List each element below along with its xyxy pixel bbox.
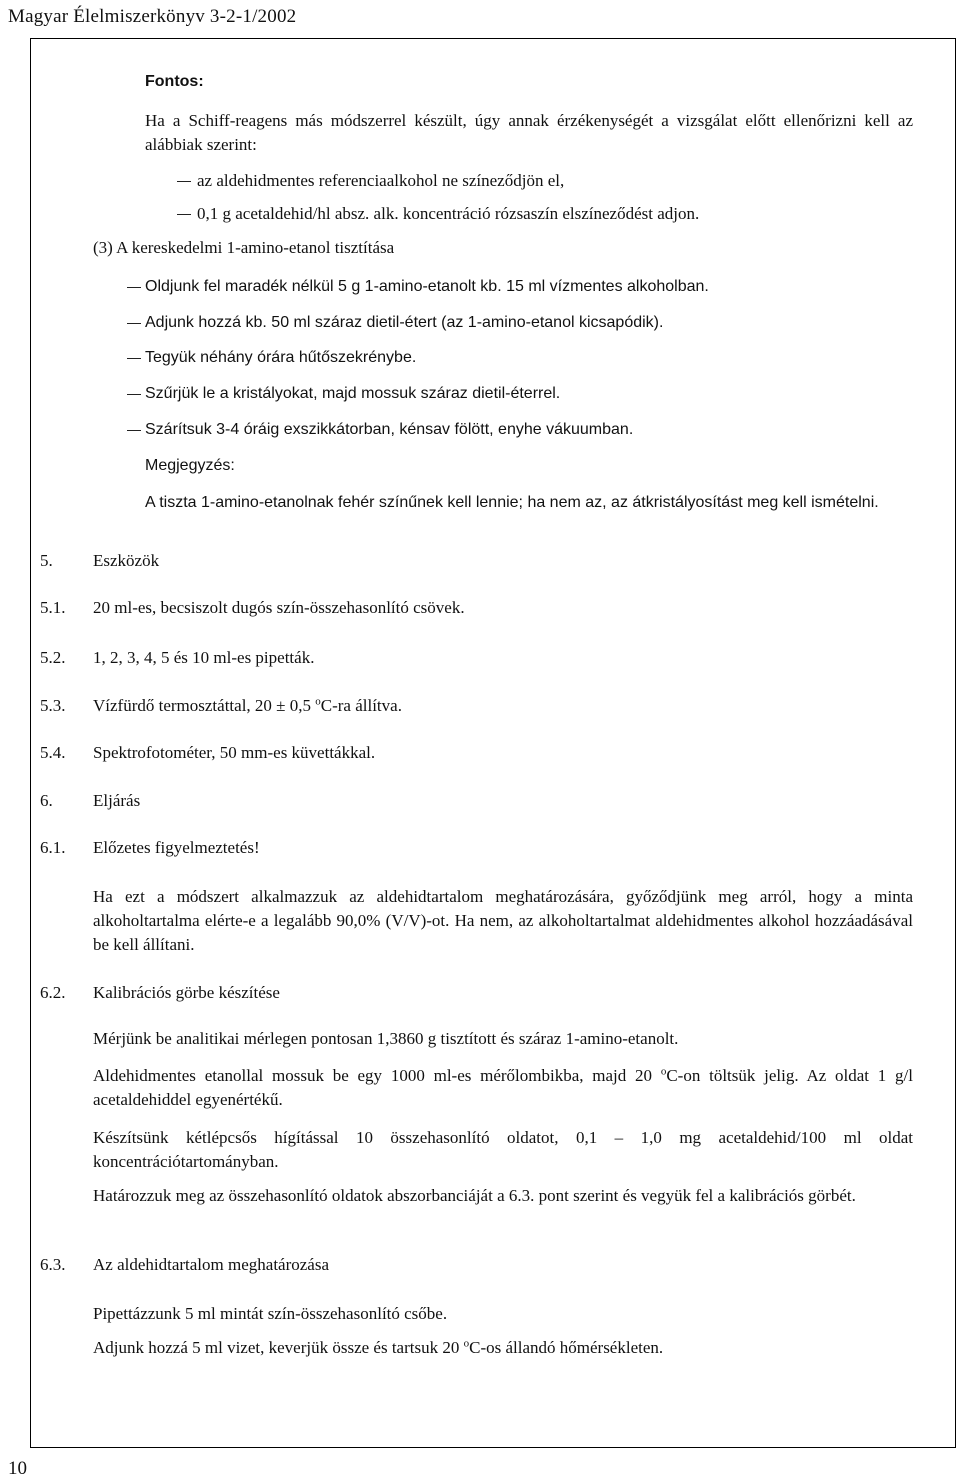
- purification-step-2: Adjunk hozzá kb. 50 ml száraz dietil-étert (az 1-amino-etanol kicsapódik).: [145, 314, 664, 331]
- dash-bullet: [127, 430, 141, 431]
- item-text: 20 ml-es, becsiszolt dugós szín-összehasonlító csövek.: [93, 598, 465, 617]
- paragraph: Aldehidmentes etanollal mossuk be egy 1000 ml-es mérőlombikba, majd 20 $^o$C-on töltsük jelig. Az oldat 1 g/l acetaldehiddel egyenértékű.: [93, 1065, 913, 1109]
- item-text: 1, 2, 3, 4, 5 és 10 ml-es pipetták.: [93, 648, 315, 667]
- item-text: Spektrofotométer, 50 mm-es küvettákkal.: [93, 743, 376, 762]
- purification-step-3: Tegyük néhány órára hűtőszekrénybe.: [145, 349, 417, 366]
- subsection-title: Kalibrációs görbe készítése: [93, 983, 280, 1002]
- section6-title: Eljárás: [93, 791, 141, 810]
- fontos-item-2: 0,1 g acetaldehid/hl absz. alk. koncentráció rózsaszín elszíneződést adjon.: [197, 204, 700, 223]
- subsection-number: 6.2.: [40, 983, 66, 1002]
- dash-bullet: [177, 214, 191, 215]
- purification-title: (3) A kereskedelmi 1-amino-etanol tisztítása: [93, 238, 395, 257]
- dash-bullet: [127, 394, 141, 395]
- running-header: Magyar Élelmiszerkönyv 3-2-1/2002: [8, 6, 297, 27]
- note-text: A tiszta 1-amino-etanolnak fehér színűnek kell lennie; ha nem az, az átkristályosítást meg kell ismételni.: [145, 494, 879, 511]
- fontos-title: Fontos:: [145, 73, 204, 90]
- subsection-number: 6.3.: [40, 1255, 66, 1274]
- item-number: 5.3.: [40, 696, 66, 715]
- dash-bullet: [127, 323, 141, 324]
- paragraph: Adjunk hozzá 5 ml vizet, keverjük össze és tartsuk 20 $^o$C-os állandó hőmérsékleten.: [93, 1337, 664, 1357]
- item-number: 5.1.: [40, 598, 66, 617]
- purification-step-1: Oldjunk fel maradék nélkül 5 g 1-amino-etanolt kb. 15 ml vízmentes alkoholban.: [145, 278, 709, 295]
- section5-title: Eszközök: [93, 551, 160, 570]
- page-number: 10: [8, 1458, 27, 1479]
- subsection-number: 6.1.: [40, 838, 66, 857]
- dash-bullet: [177, 181, 191, 182]
- item-number: 5.4.: [40, 743, 66, 762]
- dash-bullet: [127, 287, 141, 288]
- item-text: Vízfürdő termosztáttal, 20 ± 0,5 $^o$C-ra állítva.: [93, 695, 402, 715]
- section5-number: 5.: [40, 551, 53, 570]
- purification-step-5: Szárítsuk 3-4 óráig exszikkátorban, kénsav fölött, enyhe vákuumban.: [145, 421, 634, 438]
- subsection-title: Előzetes figyelmeztetés!: [93, 838, 260, 857]
- fontos-text: Ha a Schiff-reagens más módszerrel készült, úgy annak érzékenységét a vizsgálat előtt ellenőrizni kell az alábbiak szerint:: [145, 111, 913, 154]
- purification-step-4: Szűrjük le a kristályokat, majd mossuk száraz dietil-éterrel.: [145, 385, 561, 402]
- paragraph: Mérjünk be analitikai mérlegen pontosan 1,3860 g tisztított és száraz 1-amino-etanolt.: [93, 1029, 679, 1048]
- paragraph: Ha ezt a módszert alkalmazzuk az aldehidtartalom meghatározására, győződjünk meg arról, hogy a minta alkoholtartalma elérte-e a legalább 90,0% (V/V)-ot. Ha nem, az alkoholtartalmat aldehidmentes alkohol hozzáadásával be kell állítani.: [93, 887, 913, 954]
- item-number: 5.2.: [40, 648, 66, 667]
- paragraph: Pipettázzunk 5 ml mintát szín-összehasonlító csőbe.: [93, 1304, 448, 1323]
- dash-bullet: [127, 358, 141, 359]
- subsection-title: Az aldehidtartalom meghatározása: [93, 1255, 329, 1274]
- note-title: Megjegyzés:: [145, 457, 235, 474]
- paragraph: Készítsünk kétlépcsős hígítással 10 összehasonlító oldatot, 0,1 – 1,0 mg acetaldehid/100 ml oldat koncentrációtartományban.: [93, 1128, 913, 1171]
- section6-number: 6.: [40, 791, 53, 810]
- paragraph: Határozzuk meg az összehasonlító oldatok abszorbanciáját a 6.3. pont szerint és vegyük fel a kalibrációs görbét.: [93, 1186, 856, 1205]
- fontos-item-1: az aldehidmentes referenciaalkohol ne színeződjön el,: [197, 171, 565, 190]
